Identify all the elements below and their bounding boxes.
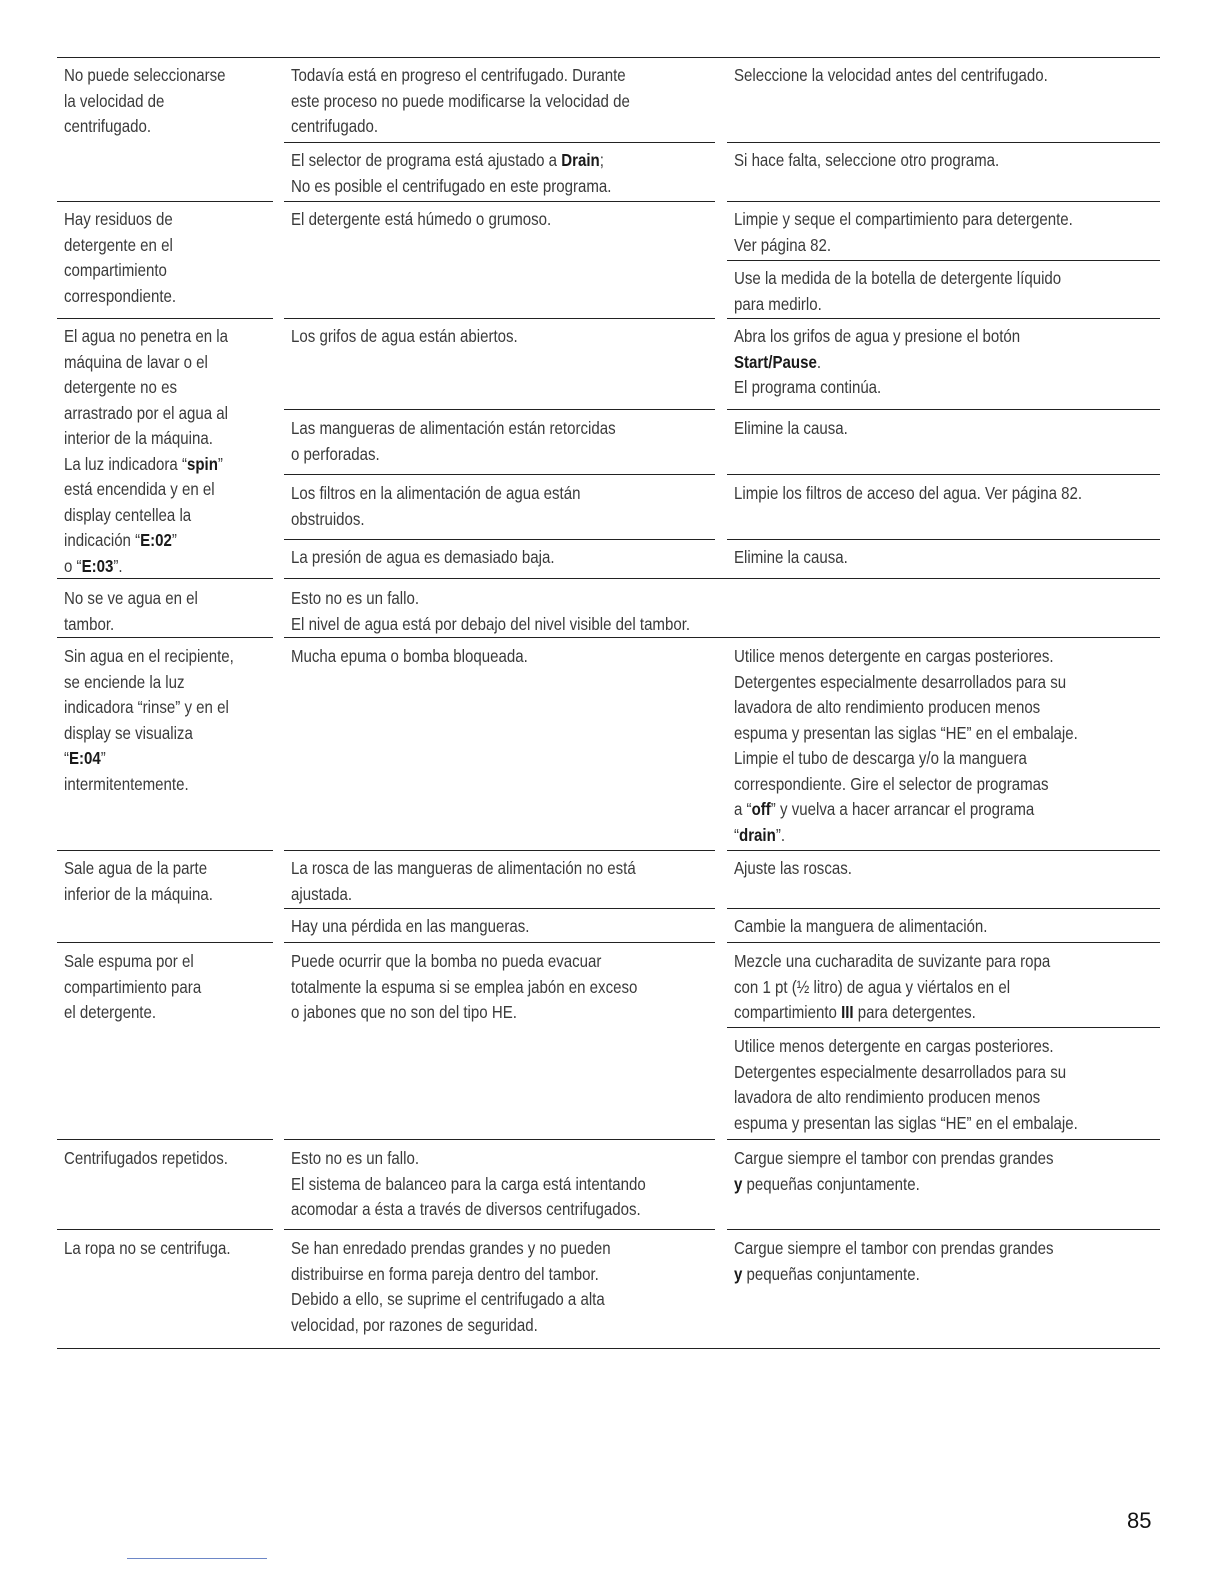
remedy-cell [734, 545, 848, 571]
text-line [291, 612, 690, 638]
table-rule [727, 409, 1160, 410]
text-line [734, 545, 848, 571]
text-run: para detergentes. [853, 1002, 976, 1022]
text-line [734, 416, 848, 442]
table-rule [284, 942, 715, 943]
text-run: o “ [64, 555, 82, 576]
text-run: Use la medida de la botella de detergente líquido [734, 268, 1062, 288]
text-run: indicación “ [64, 530, 141, 550]
text-line [734, 772, 1078, 798]
table-rule [284, 1139, 715, 1140]
text-run: o perforadas. [291, 443, 380, 464]
table-rule [57, 57, 1160, 58]
remedy-cell [734, 914, 987, 940]
text-line [64, 284, 176, 310]
text-run: Se han enredado prendas grandes y no pueden [291, 1238, 611, 1258]
text-run: compartimiento [734, 1002, 842, 1022]
text-line [64, 207, 176, 233]
text-line [64, 89, 225, 115]
text-run: correspondiente. [64, 285, 177, 306]
text-line [734, 914, 987, 940]
text-run: inferior de la máquina. [64, 883, 213, 904]
text-line [64, 452, 228, 478]
bold-text: E:02 [140, 530, 172, 550]
text-line [734, 1000, 1050, 1026]
text-line [64, 114, 225, 140]
remedy-cell [734, 324, 1020, 401]
text-line [291, 1236, 611, 1262]
bold-text: E:04 [69, 748, 101, 768]
table-rule [57, 201, 273, 202]
problem-cell [64, 1236, 231, 1262]
text-line [64, 695, 234, 721]
table-rule [57, 1139, 273, 1140]
text-run: El programa continúa. [734, 377, 882, 397]
text-run: “ [64, 748, 70, 768]
text-line [64, 772, 234, 798]
text-line [64, 670, 234, 696]
text-line [734, 324, 1020, 350]
footer-rule [127, 1558, 267, 1559]
text-line [291, 114, 630, 140]
text-run: Hay una pérdida en las mangueras. [291, 916, 530, 936]
text-run: El selector de programa está ajustado a [291, 150, 562, 170]
text-line [291, 1287, 611, 1313]
text-run: La presión de agua es demasiado baja. [291, 547, 555, 567]
text-line [291, 324, 518, 350]
remedy-cell [734, 266, 1061, 317]
text-line [64, 949, 201, 975]
text-line [291, 207, 551, 233]
text-run: Cargue siempre el tambor con prendas grandes [734, 1238, 1054, 1258]
text-line [64, 612, 198, 638]
text-run: espuma y presentan las siglas “HE” en el embalaje. [734, 1112, 1078, 1133]
text-line [734, 1085, 1078, 1111]
text-line [64, 401, 228, 427]
text-run: Limpie los filtros de acceso del agua. Ver página 82. [734, 483, 1083, 503]
cause-cell [291, 324, 518, 350]
text-run: o jabones que no son del tipo HE. [291, 1002, 517, 1022]
text-run: ”. [113, 555, 123, 576]
text-run: detergente en el [64, 234, 173, 255]
problem-cell [64, 949, 201, 1026]
text-line [734, 949, 1050, 975]
cause-cell [291, 1146, 646, 1223]
table-rule [727, 1229, 1160, 1230]
remedy-cell [734, 63, 1048, 89]
table-rule [57, 318, 273, 319]
text-run: No se ve agua en el [64, 588, 198, 608]
text-line [734, 695, 1078, 721]
text-line [291, 856, 636, 882]
text-run: Limpie y seque el compartimiento para detergente. [734, 209, 1073, 229]
cause-cell [291, 481, 580, 532]
problem-cell [64, 586, 198, 637]
table-rule [727, 908, 1160, 909]
text-run: acomodar a ésta a través de diversos centrifugados. [291, 1199, 641, 1219]
text-run: ajustada. [291, 883, 353, 904]
text-line [64, 350, 228, 376]
bold-text: spin [186, 453, 218, 474]
bold-text: Drain [561, 150, 600, 170]
text-run: El detergente está húmedo o grumoso. [291, 209, 552, 229]
text-run: intermitentemente. [64, 773, 189, 794]
text-run: Sale espuma por el [64, 951, 194, 971]
text-line [64, 503, 228, 529]
text-run: No es posible el centrifugado en este programa. [291, 175, 612, 196]
text-line [734, 1111, 1078, 1137]
text-line [291, 1262, 611, 1288]
table-rule [284, 578, 1160, 579]
text-line [64, 375, 228, 401]
text-run: ” y vuelva a hacer arrancar el programa [770, 799, 1035, 819]
text-line [291, 63, 630, 89]
text-line [734, 375, 1020, 401]
text-line [734, 292, 1061, 318]
text-run: interior de la máquina. [64, 428, 213, 448]
text-line [64, 644, 234, 670]
text-run: . [816, 351, 822, 372]
text-line [64, 1236, 231, 1262]
table-rule [284, 201, 715, 202]
text-run: Utilice menos detergente en cargas posteriores. [734, 646, 1054, 666]
cause-cell [291, 1236, 611, 1338]
table-rule [727, 1027, 1160, 1028]
text-run: a “ [734, 799, 752, 819]
text-run: Cargue siempre el tambor con prendas grandes [734, 1148, 1054, 1168]
table-rule [284, 142, 715, 143]
text-run: ” [217, 453, 223, 474]
text-run: Mucha epuma o bomba bloqueada. [291, 646, 528, 666]
text-run: La ropa no se centrifuga. [64, 1238, 231, 1258]
bold-text: drain [739, 824, 776, 845]
text-line [734, 350, 1020, 376]
problem-cell [64, 1146, 228, 1172]
text-line [734, 644, 1078, 670]
text-run: Detergentes especialmente desarrollados para su [734, 1061, 1067, 1082]
text-line [64, 856, 213, 882]
remedy-cell [734, 416, 848, 442]
text-run: Centrifugados repetidos. [64, 1148, 228, 1168]
text-line [291, 1197, 646, 1223]
text-run: Cambie la manguera de alimentación. [734, 916, 988, 936]
cause-cell [291, 207, 551, 233]
text-line [64, 882, 213, 908]
cause-cell [291, 856, 636, 907]
text-line [291, 174, 611, 200]
bold-text: Start/Pause [734, 351, 817, 372]
table-rule [284, 850, 715, 851]
text-run: Si hace falta, seleccione otro programa. [734, 150, 1000, 170]
text-run: Utilice menos detergente en cargas posteriores. [734, 1036, 1054, 1056]
text-line [64, 477, 228, 503]
cause-cell [291, 416, 616, 467]
text-run: No puede seleccionarse [64, 65, 226, 85]
text-line [291, 481, 580, 507]
table-rule [284, 637, 1160, 638]
text-line [64, 63, 225, 89]
text-run: ” [100, 748, 106, 768]
text-line [291, 949, 637, 975]
problem-cell [64, 207, 176, 309]
text-run: Esto no es un fallo. [291, 588, 420, 608]
text-run: compartimiento para [64, 976, 202, 997]
bold-text: E:03 [81, 555, 114, 576]
bold-text: y [734, 1173, 743, 1194]
text-line [64, 1000, 201, 1026]
bold-text: y [734, 1263, 743, 1284]
text-run: correspondiente. Gire el selector de programas [734, 773, 1049, 794]
remedy-cell [734, 1034, 1078, 1136]
text-run: Hay residuos de [64, 209, 173, 229]
text-line [64, 233, 176, 259]
cause-cell [291, 949, 637, 1026]
text-run: Elimine la causa. [734, 418, 848, 438]
table-rule [727, 1139, 1160, 1140]
remedy-cell [734, 856, 852, 882]
text-run: ; [599, 150, 604, 170]
text-line [734, 207, 1073, 233]
text-run: Los grifos de agua están abiertos. [291, 326, 518, 346]
text-line [291, 507, 580, 533]
text-line [734, 975, 1050, 1001]
text-run: espuma y presentan las siglas “HE” en el embalaje. [734, 722, 1078, 743]
cause-cell [291, 63, 630, 140]
table-rule [284, 908, 715, 909]
table-rule [57, 850, 273, 851]
table-rule [284, 318, 715, 319]
text-run: el detergente. [64, 1002, 157, 1022]
text-run: Sale agua de la parte [64, 858, 208, 878]
text-run: se enciende la luz [64, 671, 185, 692]
text-run: ” [171, 530, 177, 550]
text-run: display centellea la [64, 504, 192, 525]
remedy-cell [734, 481, 1082, 507]
text-run: tambor. [64, 613, 115, 634]
text-line [64, 586, 198, 612]
text-line [734, 1236, 1054, 1262]
text-run: Seleccione la velocidad antes del centrifugado. [734, 65, 1048, 85]
text-line [734, 1060, 1078, 1086]
remedy-cell [734, 1236, 1054, 1287]
remedy-cell [734, 207, 1073, 258]
text-run: la velocidad de [64, 90, 165, 111]
table-rule [727, 474, 1160, 475]
text-run: Debido a ello, se suprime el centrifugado a alta [291, 1289, 605, 1309]
text-line [734, 670, 1078, 696]
text-run: máquina de lavar o el [64, 351, 208, 372]
text-run: compartimiento [64, 260, 167, 280]
text-run: El nivel de agua está por debajo del nivel visible del tambor. [291, 613, 691, 634]
text-run: Los filtros en la alimentación de agua están [291, 483, 581, 503]
text-line [64, 426, 228, 452]
text-line [64, 721, 234, 747]
text-run: Ajuste las roscas. [734, 858, 852, 878]
text-line [734, 746, 1078, 772]
text-line [734, 721, 1078, 747]
text-run: La rosca de las mangueras de alimentación no está [291, 858, 636, 878]
table-rule [727, 260, 1160, 261]
problem-cell [64, 324, 228, 579]
table-rule [284, 539, 715, 540]
problem-cell [64, 856, 213, 907]
text-run: Ver página 82. [734, 234, 832, 255]
text-line [734, 481, 1082, 507]
remedy-cell [734, 644, 1078, 848]
table-rule [57, 637, 273, 638]
text-run: pequeñas conjuntamente. [742, 1173, 920, 1194]
text-run: indicadora “rinse” y en el [64, 697, 229, 717]
remedy-cell [734, 949, 1050, 1026]
table-rule [284, 409, 715, 410]
text-line [291, 914, 529, 940]
text-run: arrastrado por el agua al [64, 402, 228, 423]
text-line [291, 644, 528, 670]
text-run: Mezcle una cucharadita de suvizante para ropa [734, 951, 1051, 971]
text-line [734, 1034, 1078, 1060]
text-run: pequeñas conjuntamente. [742, 1263, 920, 1284]
text-line [64, 528, 228, 554]
text-line [734, 1262, 1054, 1288]
text-run: Limpie el tubo de descarga y/o la manguera [734, 748, 1027, 768]
text-run: Sin agua en el recipiente, [64, 646, 234, 666]
text-line [734, 1172, 1054, 1198]
table-rule [727, 942, 1160, 943]
text-line [734, 856, 852, 882]
text-line [64, 975, 201, 1001]
text-run: lavadora de alto rendimiento producen menos [734, 697, 1041, 717]
text-line [64, 258, 176, 284]
text-run: El sistema de balanceo para la carga está intentando [291, 1173, 646, 1194]
text-run: con 1 pt (½ litro) de agua y viértalos en el [734, 976, 1011, 997]
table-rule [727, 850, 1160, 851]
page-number: 85 [1127, 1508, 1152, 1533]
text-line [734, 797, 1078, 823]
text-line [291, 1000, 637, 1026]
text-run: Puede ocurrir que la bomba no pueda evacuar [291, 951, 602, 971]
text-line [734, 1146, 1054, 1172]
bold-text: III [841, 1002, 854, 1022]
text-run: Todavía está en progreso el centrifugado. Durante [291, 65, 626, 85]
text-run: lavadora de alto rendimiento producen menos [734, 1087, 1041, 1107]
table-rule [57, 942, 273, 943]
text-run: totalmente la espuma si se emplea jabón en exceso [291, 976, 638, 997]
text-line [291, 416, 616, 442]
text-line [291, 1172, 646, 1198]
table-rule [57, 1229, 273, 1230]
table-rule [284, 474, 715, 475]
text-run: “ [734, 824, 740, 845]
text-run: velocidad, por razones de seguridad. [291, 1314, 538, 1335]
text-line [734, 63, 1048, 89]
text-run: detergente no es [64, 377, 177, 397]
text-run: Elimine la causa. [734, 547, 848, 567]
text-run: Las mangueras de alimentación están retorcidas [291, 418, 616, 438]
text-line [291, 882, 636, 908]
text-run: El agua no penetra en la [64, 326, 229, 346]
table-rule [727, 539, 1160, 540]
remedy-cell [734, 1146, 1054, 1197]
remedy-cell [734, 148, 999, 174]
text-run: obstruidos. [291, 508, 365, 529]
text-line [734, 266, 1061, 292]
text-line [734, 148, 999, 174]
text-line [64, 554, 228, 580]
text-line [291, 1146, 646, 1172]
problem-cell [64, 644, 234, 797]
text-line [291, 545, 555, 571]
text-line [291, 975, 637, 1001]
text-run: centrifugado. [291, 116, 379, 136]
text-line [64, 324, 228, 350]
text-run: para medirlo. [734, 293, 822, 314]
cause-cell [291, 644, 528, 670]
cause-cell [291, 914, 529, 940]
text-run: Detergentes especialmente desarrollados para su [734, 671, 1067, 692]
text-run: centrifugado. [64, 116, 152, 136]
table-rule [727, 318, 1160, 319]
text-line [291, 148, 611, 174]
text-run: La luz indicadora “ [64, 453, 187, 474]
text-run: Esto no es un fallo. [291, 1148, 420, 1168]
text-line [291, 1313, 611, 1339]
text-run: ”. [775, 824, 786, 845]
table-rule [727, 201, 1160, 202]
text-run: distribuirse en forma pareja dentro del tambor. [291, 1263, 599, 1284]
problem-cell [64, 63, 225, 140]
text-run: Abra los grifos de agua y presione el botón [734, 326, 1021, 346]
table-rule [727, 142, 1160, 143]
text-line [291, 442, 616, 468]
cause-cell [291, 545, 555, 571]
text-line [734, 823, 1078, 849]
table-rule [57, 1348, 1160, 1349]
text-line [64, 1146, 228, 1172]
text-line [291, 586, 690, 612]
cause-cell [291, 148, 611, 199]
bold-text: off [751, 799, 771, 819]
text-line [734, 233, 1073, 259]
text-run: este proceso no puede modificarse la velocidad de [291, 90, 630, 111]
text-run: está encendida y en el [64, 479, 215, 499]
text-line [64, 746, 234, 772]
cause-cell [291, 586, 690, 637]
text-run: display se visualiza [64, 722, 193, 743]
table-rule [284, 1229, 715, 1230]
text-line [291, 89, 630, 115]
